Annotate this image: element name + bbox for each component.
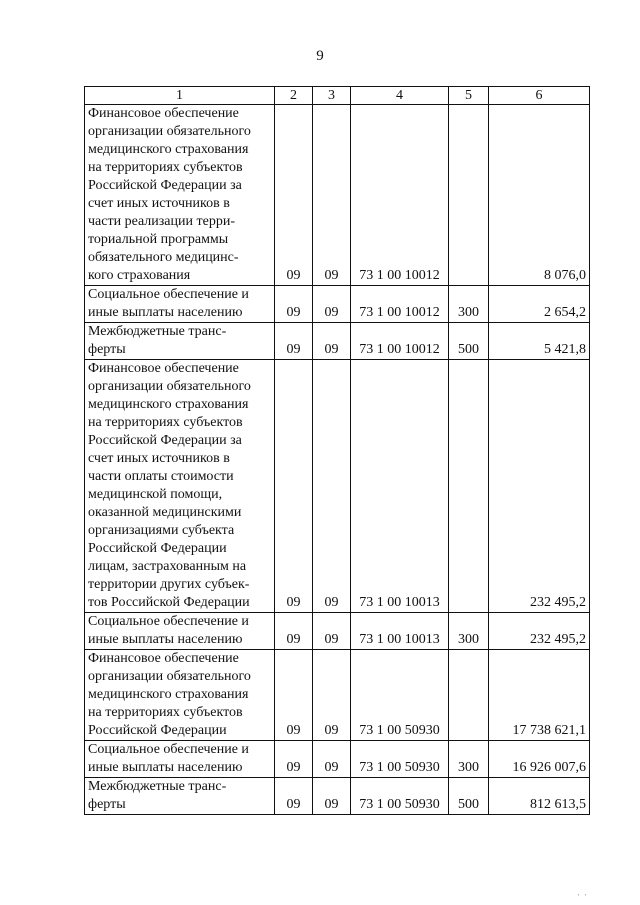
row-expense-type: 300: [449, 613, 489, 650]
row-target-code: 73 1 00 10013: [351, 360, 449, 613]
row-subsection: 09: [313, 778, 351, 815]
row-name: Финансовое обеспечение организации обязательного медицинского страхования на территориях субъектов Российской Федерации: [85, 650, 275, 741]
row-amount: 232 495,2: [489, 360, 590, 613]
row-subsection: 09: [313, 360, 351, 613]
row-name: Межбюджетные транс- ферты: [85, 778, 275, 815]
row-target-code: 73 1 00 10012: [351, 286, 449, 323]
row-section: 09: [275, 613, 313, 650]
row-expense-type: [449, 360, 489, 613]
table-row: [85, 778, 590, 815]
row-amount: 5 421,8: [489, 323, 590, 360]
header-col-2: 2: [275, 87, 313, 105]
row-expense-type: [449, 650, 489, 741]
row-expense-type: [449, 105, 489, 286]
table-row: [85, 650, 590, 741]
table-row: [85, 323, 590, 360]
header-col-5: 5: [449, 87, 489, 105]
row-target-code: 73 1 00 10012: [351, 105, 449, 286]
row-subsection: 09: [313, 105, 351, 286]
row-section: 09: [275, 360, 313, 613]
row-target-code: 73 1 00 50930: [351, 778, 449, 815]
row-amount: 2 654,2: [489, 286, 590, 323]
row-target-code: 73 1 00 10013: [351, 613, 449, 650]
row-target-code: 73 1 00 50930: [351, 741, 449, 778]
row-section: 09: [275, 778, 313, 815]
row-amount: 17 738 621,1: [489, 650, 590, 741]
row-subsection: 09: [313, 613, 351, 650]
table-row: [85, 613, 590, 650]
row-target-code: 73 1 00 10012: [351, 323, 449, 360]
row-amount: 16 926 007,6: [489, 741, 590, 778]
row-amount: 8 076,0: [489, 105, 590, 286]
row-amount: 812 613,5: [489, 778, 590, 815]
row-expense-type: 300: [449, 286, 489, 323]
row-section: 09: [275, 741, 313, 778]
header-col-1: 1: [85, 87, 275, 105]
row-amount: 232 495,2: [489, 613, 590, 650]
row-name: Социальное обеспечение и иные выплаты населению: [85, 613, 275, 650]
row-subsection: 09: [313, 650, 351, 741]
row-expense-type: 500: [449, 323, 489, 360]
header-col-6: 6: [489, 87, 590, 105]
row-name: Социальное обеспечение и иные выплаты населению: [85, 741, 275, 778]
row-subsection: 09: [313, 323, 351, 360]
header-col-3: 3: [313, 87, 351, 105]
table-row: [85, 286, 590, 323]
row-expense-type: 300: [449, 741, 489, 778]
row-section: 09: [275, 105, 313, 286]
row-section: 09: [275, 323, 313, 360]
table-row: [85, 741, 590, 778]
row-section: 09: [275, 286, 313, 323]
row-name: Социальное обеспечение и иные выплаты населению: [85, 286, 275, 323]
table-row: [85, 105, 590, 286]
budget-table: [84, 86, 590, 815]
row-subsection: 09: [313, 741, 351, 778]
row-expense-type: 500: [449, 778, 489, 815]
row-section: 09: [275, 650, 313, 741]
row-target-code: 73 1 00 50930: [351, 650, 449, 741]
row-name: Финансовое обеспечение организации обязательного медицинского страхования на территориях субъектов Российской Федерации за счет иных источников в части реализации терри- ториальной программы обязательного медицинс- кого страхования: [85, 105, 275, 286]
row-subsection: 09: [313, 286, 351, 323]
scan-mark: ' ': [578, 893, 589, 901]
page-number: 9: [316, 48, 324, 64]
row-name: Финансовое обеспечение организации обязательного медицинского страхования на территориях субъектов Российской Федерации за счет иных источников в части оплаты стоимости медицинской помощи, оказанной медицинскими организациями субъекта Российской Федерации лицам, застрахованным на территории других субъек- тов Российской Федерации: [85, 360, 275, 613]
table-row: [85, 360, 590, 613]
header-col-4: 4: [351, 87, 449, 105]
header-row: [85, 87, 590, 105]
row-name: Межбюджетные транс- ферты: [85, 323, 275, 360]
